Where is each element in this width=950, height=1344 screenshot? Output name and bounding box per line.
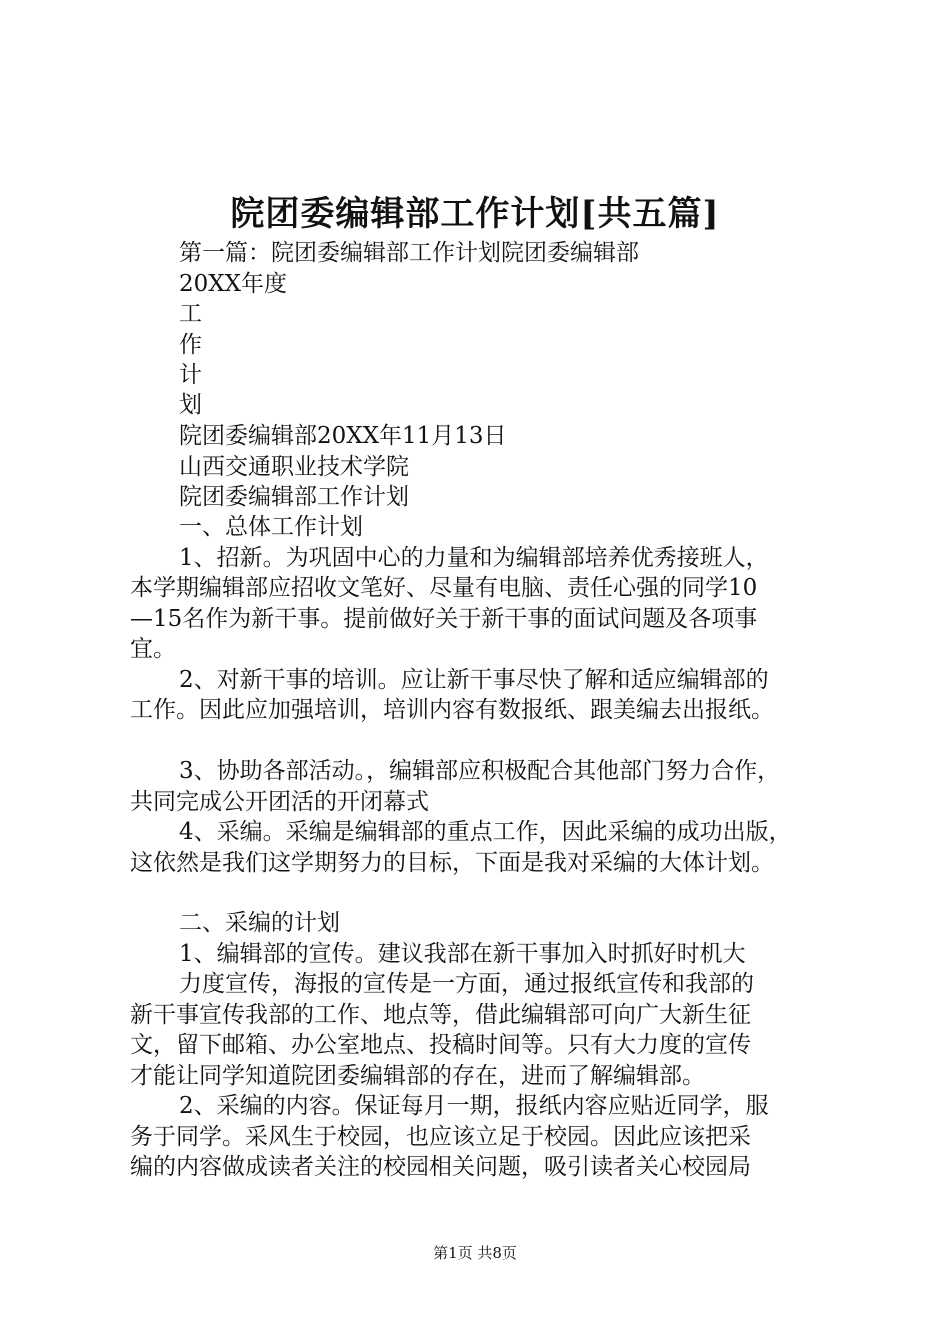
text-line: 3、协助各部活动。，编辑部应积极配合其他部门努力合作， bbox=[179, 758, 781, 784]
page-footer: 第1页 共8页 bbox=[433, 1244, 517, 1262]
text-line: 工 bbox=[179, 301, 202, 327]
text-line: —15名作为新干事。提前做好关于新干事的面试问题及各项事 bbox=[130, 606, 758, 632]
text-line: 文，留下邮箱、办公室地点、投稿时间等。只有大力度的宣传 bbox=[130, 1032, 751, 1058]
text-line: 共同完成公开团活的开闭幕式 bbox=[130, 789, 429, 815]
text-line: 划 bbox=[179, 392, 202, 418]
text-line: 山西交通职业技术学院 bbox=[179, 454, 409, 480]
text-line: 20XX年度 bbox=[179, 271, 288, 297]
section-heading: 一、总体工作计划 bbox=[179, 514, 363, 540]
text-line: 2、采编的内容。保证每月一期，报纸内容应贴近同学，服 bbox=[179, 1093, 769, 1119]
text-line: 才能让同学知道院团委编辑部的存在，进而了解编辑部。 bbox=[130, 1063, 705, 1089]
text-line: 编的内容做成读者关注的校园相关问题，吸引读者关心校园局 bbox=[130, 1154, 751, 1180]
text-line: 计 bbox=[179, 362, 202, 388]
text-line: 务于同学。采风生于校园，也应该立足于校园。因此应该把采 bbox=[130, 1124, 751, 1150]
text-line: 宜。 bbox=[130, 636, 176, 662]
text-line: 院团委编辑部工作计划 bbox=[179, 484, 409, 510]
text-line: 新干事宣传我部的工作、地点等，借此编辑部可向广大新生征 bbox=[130, 1002, 751, 1028]
text-line: 4、采编。采编是编辑部的重点工作，因此采编的成功出版， bbox=[179, 819, 792, 845]
text-line: 1、招新。为巩固中心的力量和为编辑部培养优秀接班人， bbox=[179, 545, 769, 571]
document-title: 院团委编辑部工作计划[共五篇] bbox=[230, 194, 720, 234]
text-line: 工作。因此应加强培训，培训内容有数报纸、跟美编去出报纸。 bbox=[130, 697, 774, 723]
text-line: 第一篇：院团委编辑部工作计划院团委编辑部 bbox=[179, 240, 639, 266]
text-line: 力度宣传，海报的宣传是一方面，通过报纸宣传和我部的 bbox=[179, 971, 754, 997]
section-heading: 二、采编的计划 bbox=[179, 910, 340, 936]
text-line: 这依然是我们这学期努力的目标，下面是我对采编的大体计划。 bbox=[130, 850, 774, 876]
text-line: 作 bbox=[179, 332, 202, 358]
text-line: 2、对新干事的培训。应让新干事尽快了解和适应编辑部的 bbox=[179, 667, 769, 693]
text-line: 本学期编辑部应招收文笔好、尽量有电脑、责任心强的同学10 bbox=[130, 575, 758, 601]
text-line: 院团委编辑部20XX年11月13日 bbox=[179, 423, 507, 449]
text-line: 1、编辑部的宣传。建议我部在新干事加入时抓好时机大 bbox=[179, 941, 746, 967]
